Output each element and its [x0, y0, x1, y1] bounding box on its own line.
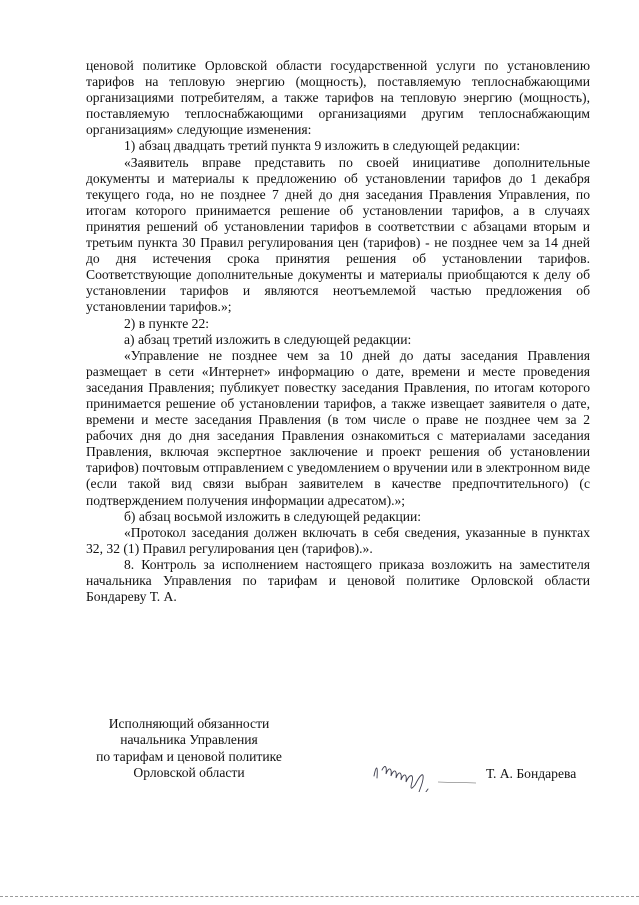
document-body: [86, 58, 590, 605]
body-paragraph-quote-2: «Управление не позднее чем за 10 дней до даты заседания Правления размещает в сети «Интернет» информацию о дате, времени и месте проведения заседания Правления; публикует повестку заседания Правления, по итогам которого принимается решение об установлении тарифов, а также извещает заявителя о дате, времени и месте заседания Правления (в том числе о праве не позднее чем за 2 рабочих дня до дня заседания Правления ознакомиться с материалами заседания Правления, включая экспертное заключение и проект решения об установлении тарифов) почтовым отправлением с уведомлением о вручении или в электронном виде (если такой вид связи выбран заявителем в качестве предпочтительного) (с подтверждением получения информации адресатом).»;: [86, 347, 590, 508]
page-edge-divider: [0, 896, 639, 899]
body-paragraph-item-1: 1) абзац двадцать третий пункта 9 изложить в следующей редакции:: [124, 138, 521, 154]
body-paragraph-intro: ценовой политике Орловской области государственной услуги по установлению тарифов на тепловую энергию (мощность), поставляемую теплоснабжающими организациями потребителям, а также тарифов на тепловую энергию (мощность), поставляемую теплоснабжающими организациями другим теплоснабжающим организациям» следующие изменения:: [86, 58, 590, 138]
signatory-title-line: Орловской области: [133, 764, 245, 780]
body-paragraph-item-2b: б) абзац восьмой изложить в следующей редакции:: [124, 508, 422, 524]
body-paragraph-quote-3: «Протокол заседания должен включать в себя сведения, указанные в пунктах 32, 32 (1) Правил регулирования цен (тарифов).».: [86, 524, 590, 556]
signatory-name: Т. А. Бондарева: [486, 766, 577, 781]
body-paragraph-item-2a: а) абзац третий изложить в следующей редакции:: [124, 331, 412, 347]
signatory-title-line: начальника Управления: [120, 732, 258, 748]
signatory-title: [84, 716, 294, 781]
body-paragraph-item-2: 2) в пункте 22:: [124, 315, 210, 331]
body-paragraph-item-8: 8. Контроль за исполнением настоящего приказа возложить на заместителя начальника Управления по тарифам и ценовой политике Орловской области Бондареву Т. А.: [86, 556, 590, 605]
body-paragraph-quote-1: «Заявитель вправе представить по своей инициативе дополнительные документы и материалы к предложению об установлении тарифов до 1 декабря текущего года, но не позднее 7 дней до дня заседания Правления Управления, по итогам которого принимается решение об установлении тарифов, а в случаях принятия решений об установлении тарифов в соответствии с абзацами вторым и третьим пункта 30 Правил регулирования цен (тарифов) - не позднее чем за 14 дней до дня истечения срока принятия решения об установлении тарифов. Соответствующие дополнительные документы и материалы приобщаются к делу об установлении тарифов и являются неотъемлемой частью предложения об установлении тарифов.»;: [86, 154, 590, 315]
signatory-title-line: по тарифам и ценовой политике: [96, 748, 282, 764]
signatory-title-line: Исполняющий обязанности: [108, 716, 270, 731]
handwritten-signature: [368, 752, 480, 792]
